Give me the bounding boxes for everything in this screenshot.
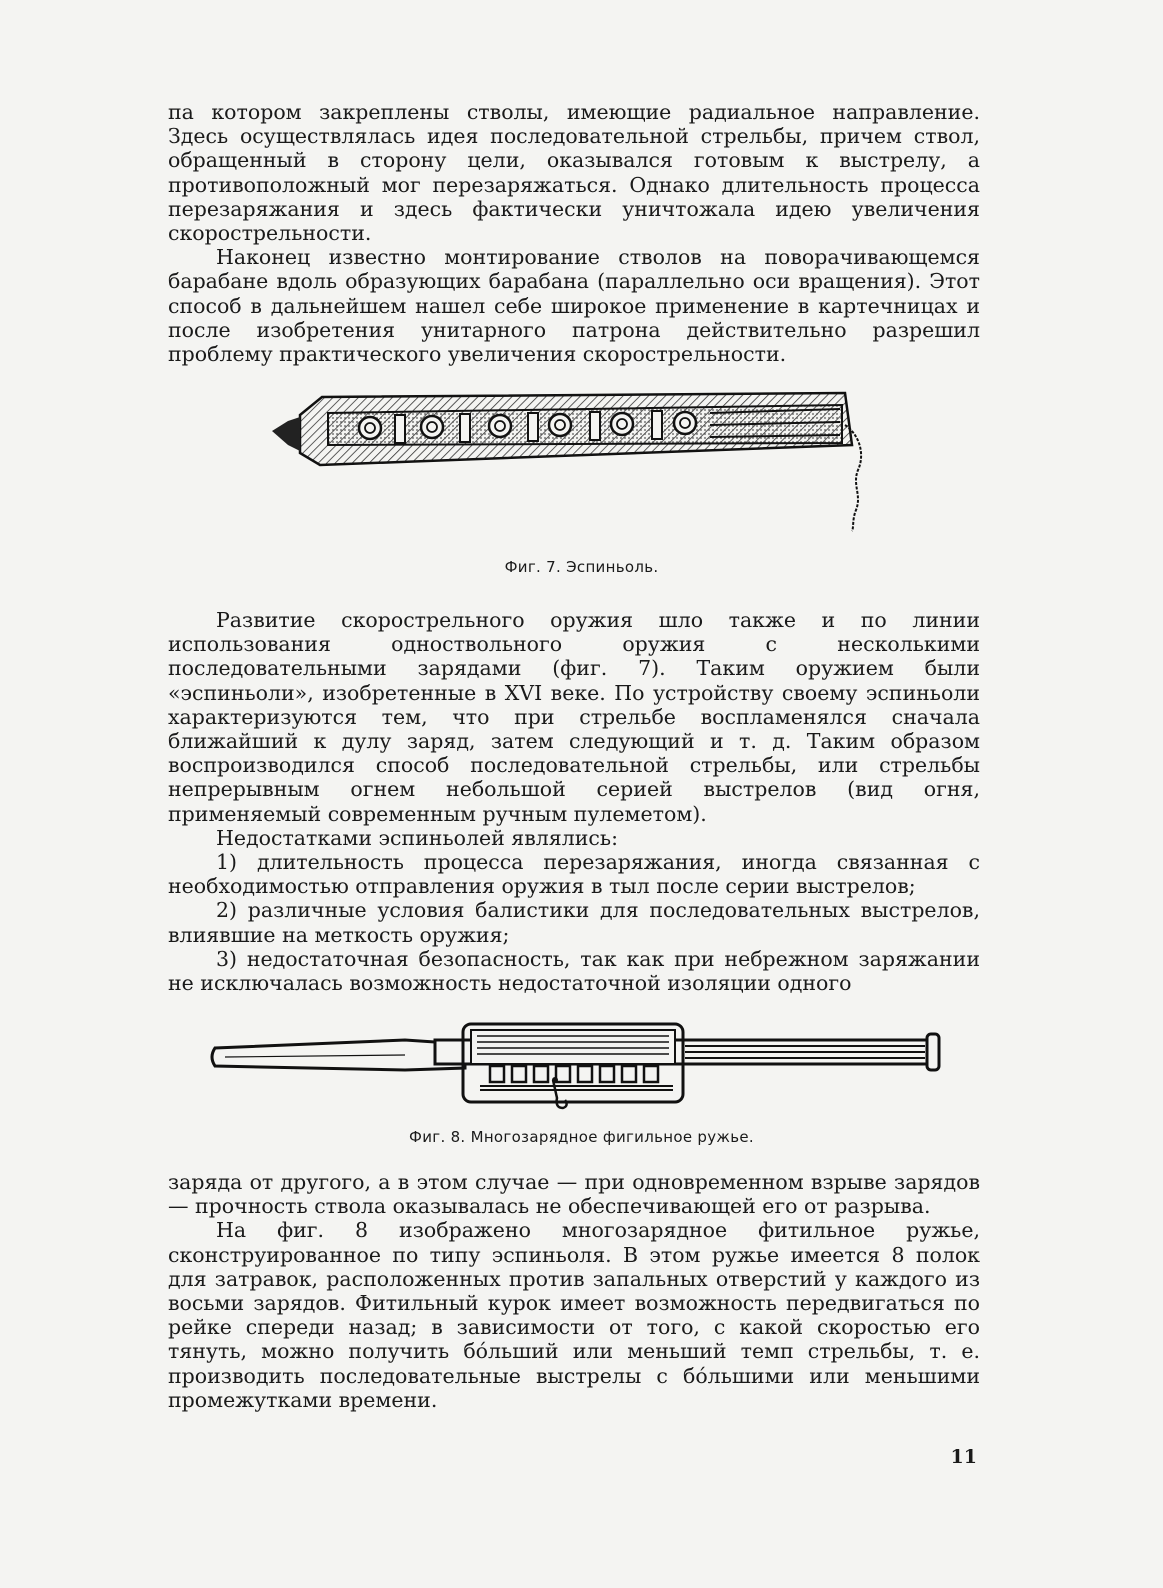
page-number: 11 bbox=[950, 1446, 977, 1468]
bottom-text-block bbox=[168, 1170, 980, 1412]
list-item: 1) длительность процесса перезаряжания, иногда связанная с необходимостью отправления оружия в тыл после серии выстрелов; bbox=[168, 850, 980, 899]
paragraph: Наконец известно монтирование стволов на поворачивающемся барабане вдоль образующих барабана (параллельно оси вращения). Этот способ в дальнейшем нашел себе широкое применение в картечницах и после изобретения унитарного патрона действительно разрешил проблему практического увеличения скорострельности. bbox=[168, 245, 980, 367]
list-item: 3) недостаточная безопасность, так как при небрежном заряжании не исключалась возможность недостаточной изоляции одного bbox=[168, 946, 980, 996]
figure-8-matchlock-gun bbox=[205, 1020, 950, 1120]
paragraph: заряда от другого, а в этом случае — при одновременном взрыве зарядов — прочность ствола оказывалась не обеспечивающей его от разрыва. bbox=[168, 1170, 980, 1219]
top-text-block bbox=[168, 100, 980, 366]
paragraph: па котором закреплены стволы, имеющие радиальное направление. Здесь осуществлялась идея последовательной стрельбы, причем ствол, обращенный в сторону цели, оказывался готовым к выстрелу, а противоположный мог перезаряжаться. Однако длительность процесса перезаряжания и здесь фактически уничтожала идею увеличения скорострельности. bbox=[168, 100, 980, 246]
paragraph: Развитие скорострельного оружия шло также и по линии использования одноствольного оружия с несколькими последовательными зарядами (фиг. 7). Таким оружием были «эспиньоли», изобретенные в XVI веке. По устройству своему эспиньоли характеризуются тем, что при стрельбе воспламенялся сначала ближайший к дулу заряд, затем следующий и т. д. Таким образом воспроизводился способ последовательной стрельбы, или стрельбы непрерывным огнем небольшой серией выстрелов (вид огня, применяемый современным ручным пулеметом). bbox=[168, 608, 980, 826]
paragraph: На фиг. 8 изображено многозарядное фитильное ружье, сконструированное по типу эспиньоля. В этом ружье имеется 8 полок для затравок, расположенных против запальных отверстий у каждого из восьми зарядов. Фитильный курок имеет возможность передвигаться по рейке спереди назад; в зависимости от того, с какой скоростью его тянуть, можно получить бо́льший или меньший темп стрельбы, т. е. производить последовательные выстрелы с бо́льшими или меньшими промежутками времени. bbox=[168, 1218, 980, 1412]
list-item: 2) различные условия балистики для последовательных выстрелов, влиявшие на меткость оружия; bbox=[168, 898, 980, 947]
figure-7-espignol bbox=[260, 385, 880, 535]
middle-text-block bbox=[168, 608, 980, 995]
figure-7-caption: Фиг. 7. Эспиньоль. bbox=[504, 558, 659, 576]
paragraph: Недостатками эспиньолей являлись: bbox=[216, 825, 618, 850]
figure-8-caption: Фиг. 8. Многозарядное фигильное ружье. bbox=[409, 1128, 754, 1146]
